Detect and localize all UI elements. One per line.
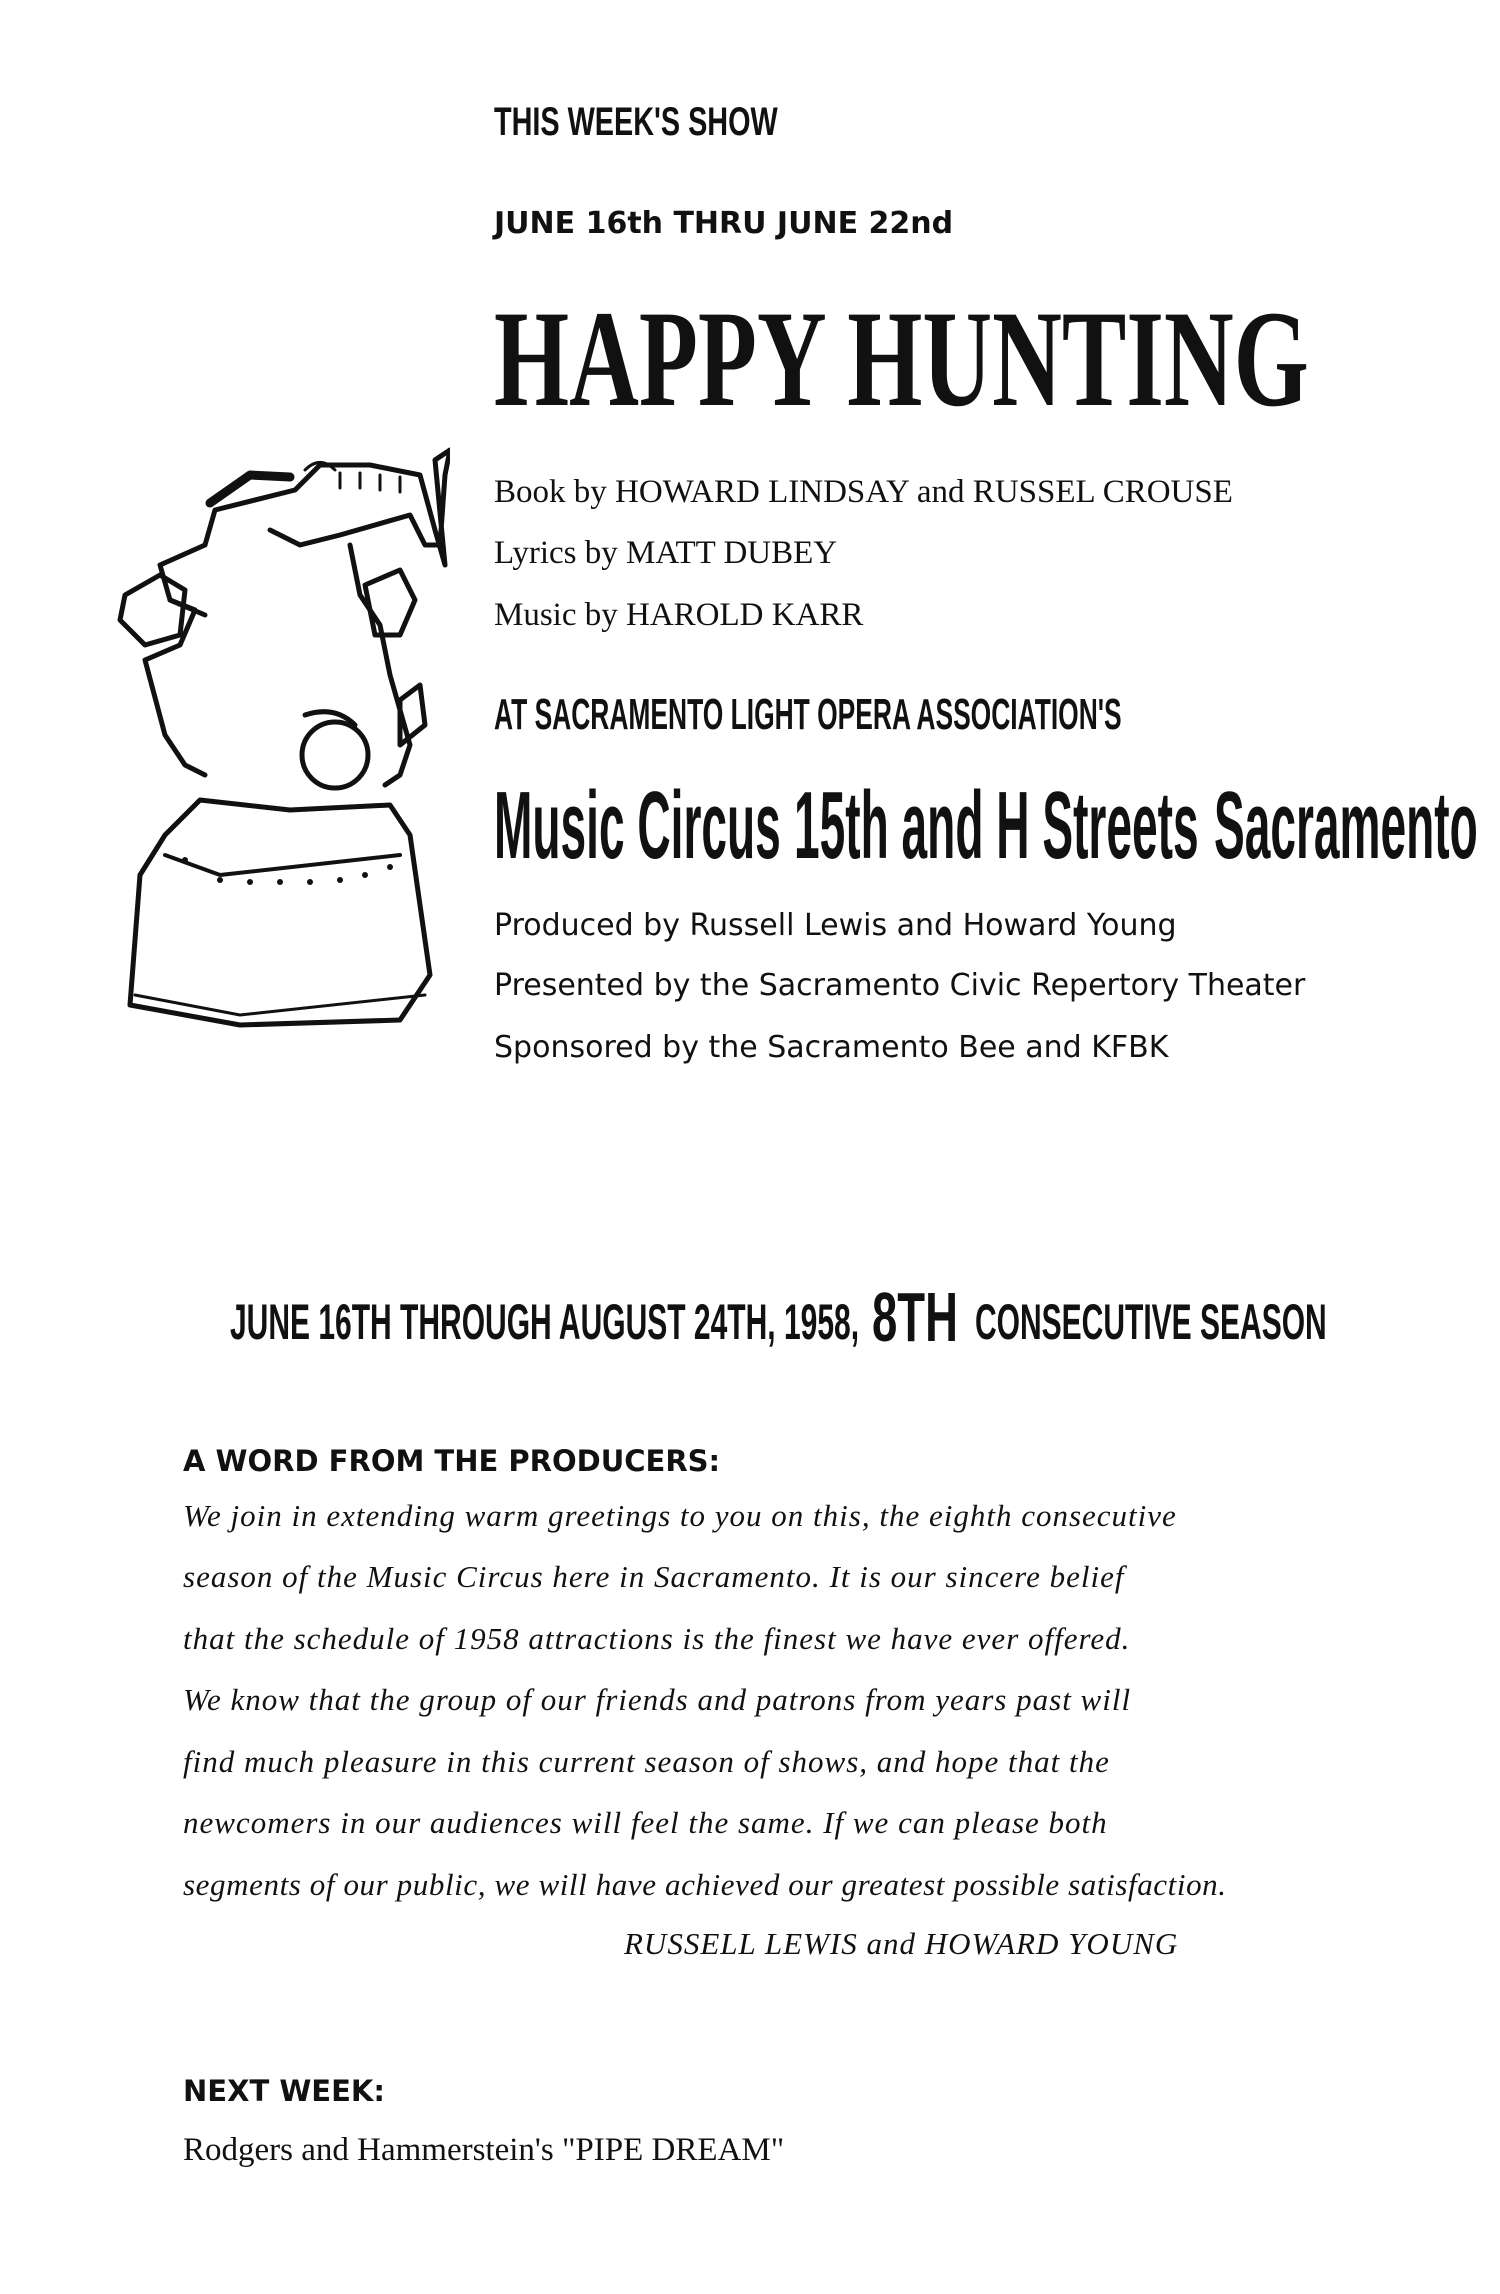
season-label: CONSECUTIVE SEASON <box>975 1294 1327 1350</box>
elephant-on-drum-illustration <box>90 435 450 1055</box>
presented-by: Presented by the Sacramento Civic Repertory Theater <box>494 968 1306 1003</box>
letter-line: We know that the group of our friends and patrons from years past will <box>183 1682 1132 1717</box>
season-number: 8TH <box>872 1278 958 1356</box>
letter-line: newcomers in our audiences will feel the same. If we can please both <box>183 1805 1108 1840</box>
next-week-heading: NEXT WEEK: <box>183 2074 385 2108</box>
produced-by: Produced by Russell Lewis and Howard Young <box>494 908 1177 943</box>
letter-line: that the schedule of 1958 attractions is the finest we have ever offered. <box>183 1621 1131 1656</box>
season-dates: JUNE 16TH THROUGH AUGUST 24TH, 1958, <box>230 1294 860 1350</box>
letter-line: We join in extending warm greetings to you on this, the eighth consecutive <box>183 1498 1177 1533</box>
sponsored-by: Sponsored by the Sacramento Bee and KFBK <box>494 1030 1169 1065</box>
venue-name: Music Circus <box>494 772 781 879</box>
letter-line: season of the Music Circus here in Sacramento. It is our sincere belief <box>183 1559 1125 1594</box>
venue-intro: AT SACRAMENTO LIGHT OPERA ASSOCIATION'S <box>494 690 1122 739</box>
credit-book: Book by HOWARD LINDSAY and RUSSEL CROUSE <box>494 474 1233 510</box>
venue-address: 15th and H Streets <box>794 772 1199 879</box>
signature: RUSSELL LEWIS and HOWARD YOUNG <box>624 1926 1179 1961</box>
show-title: HAPPY HUNTING <box>494 282 1309 435</box>
venue-city: Sacramento <box>1214 772 1478 879</box>
next-week-show: Rodgers and Hammerstein's "PIPE DREAM" <box>183 2132 785 2168</box>
this-weeks-show-heading: THIS WEEK'S SHOW <box>494 100 778 144</box>
letter-line: segments of our public, we will have achieved our greatest possible satisfaction. <box>183 1867 1227 1902</box>
letter-line: find much pleasure in this current season of shows, and hope that the <box>183 1744 1110 1779</box>
credit-music: Music by HAROLD KARR <box>494 597 864 633</box>
credit-lyrics: Lyrics by MATT DUBEY <box>494 535 838 571</box>
show-dates: JUNE 16th THRU JUNE 22nd <box>494 206 954 241</box>
producers-word-heading: A WORD FROM THE PRODUCERS: <box>183 1444 721 1478</box>
